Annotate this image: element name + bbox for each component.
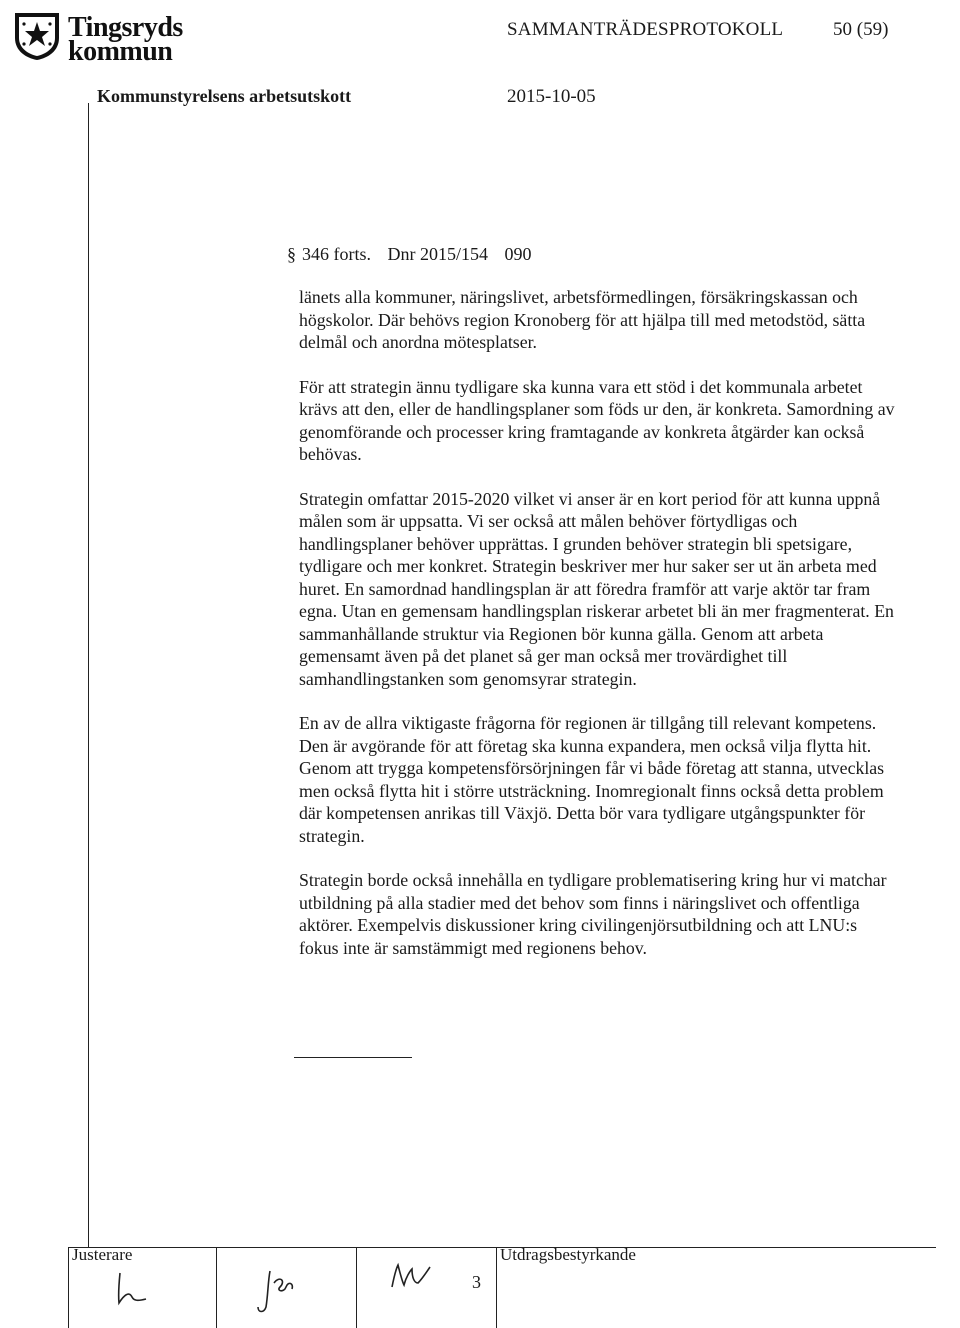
utdragsbestyrkande-label: Utdragsbestyrkande: [500, 1245, 636, 1264]
paragraph: Strategin borde också innehålla en tydligare problematisering kring hur vi matchar utbildning på alla stadier med det behov som finns i näringslivet och offentliga aktörer. Exempelvis diskussioner kring civilingenjörsutbildning och att LNU:s fokus inte är samstämmigt med regionens behov.: [299, 870, 887, 958]
justerare-label: Justerare: [72, 1245, 133, 1264]
paragraph: Strategin omfattar 2015-2020 vilket vi anser är en kort period för att kunna uppnå målen som är uppsatta. Vi ser också att målen behöver förtydligas och handlingsplaner behöver upprättas. I grunden behöver strategin bli spetsigare, tydligare och mer konkret. Strategin beskriver mer hur saker ser ut än arbeta med huret. En samordnad handlingsplan är att föredra framför att varje aktör tar fram egna. Utan en gemensam handlingsplan riskerar arbetet bli än mer fragmenterat. En sammanhållande struktur via Regionen bör kunna gälla. Genom att arbeta gemensamt även på det planet så ger man också mer trovärdighet till samhandlingstanken som genomsyrar strategin.: [299, 488, 894, 689]
meeting-date: 2015-10-05: [507, 86, 596, 107]
footer-divider: [216, 1247, 217, 1328]
section-reference: [287, 244, 532, 265]
footer-divider: [68, 1247, 69, 1328]
municipality-logo: [12, 10, 272, 70]
paragraph: länets alla kommuner, näringslivet, arbetsförmedlingen, försäkringskassan och högskolor. Där behövs region Kronoberg för att hjälpa till med metodstöd, sätta delmål och anordna mötesplatser.: [299, 287, 866, 352]
archive-code: 090: [504, 244, 532, 264]
document-body: [299, 286, 899, 981]
logo-text-line2: kommun: [68, 36, 173, 67]
end-rule: [294, 1057, 412, 1058]
section-number: 346 forts.: [302, 244, 371, 264]
signature-initials-2: [250, 1261, 320, 1317]
margin-rule: [88, 103, 89, 1248]
logo-text-line1: Tingsryds: [68, 12, 183, 43]
signature-footer: [0, 1247, 960, 1328]
paragraph: För att strategin ännu tydligare ska kunna vara ett stöd i det kommunala arbetet krävs att den, eller de handlingsplaner som föds ur den, är konkreta. Samordning av genomförande och processer kring framtagande av konkreta åtgärder kan också behövas.: [299, 376, 895, 464]
page-number: 50 (59): [833, 19, 889, 40]
initials-count: 3: [472, 1272, 481, 1292]
document-type: SAMMANTRÄDESPROTOKOLL: [507, 19, 784, 40]
section-symbol: §: [287, 244, 296, 264]
signature-initials-1: [112, 1269, 172, 1309]
signature-initials-3: [388, 1257, 448, 1297]
diary-number: Dnr 2015/154: [387, 244, 488, 264]
paragraph: En av de allra viktigaste frågorna för regionen är tillgång till relevant kompetens. Den är avgörande för att företag ska kunna expandera, men också vilja flytta hit. Genom att trygga kompetensförsörjningen får vi både företag att stanna, utvecklas men också flytta hit i större utsträckning. Inomregionalt finns också detta problem där kompetensen anrikas till Växjö. Detta bör vara tydligare utgångspunkter för strategin.: [299, 713, 885, 846]
committee-name: Kommunstyrelsens arbetsutskott: [97, 86, 352, 106]
coat-of-arms-icon: [12, 10, 62, 62]
footer-divider: [496, 1247, 497, 1328]
footer-divider: [356, 1247, 357, 1328]
